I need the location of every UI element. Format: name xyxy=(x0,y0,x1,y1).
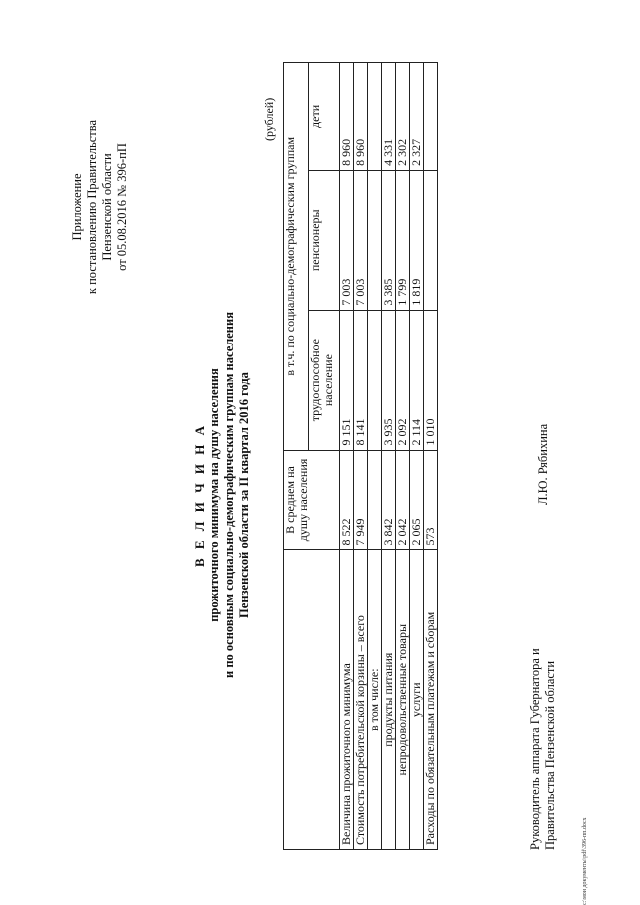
cell-working: 2 114 xyxy=(410,310,424,450)
cell-working: 1 010 xyxy=(424,310,438,450)
table-row xyxy=(396,63,410,850)
title-main: В Е Л И Ч И Н А xyxy=(192,422,207,568)
cell-avg: 3 842 xyxy=(382,450,396,550)
cell-children: 8 960 xyxy=(354,63,368,171)
table-row xyxy=(382,63,396,850)
cell-pensioners: 1 819 xyxy=(410,170,424,310)
title-line: прожиточного минимума на душу населения xyxy=(207,368,221,622)
cell-pensioners: 7 003 xyxy=(354,170,368,310)
table-header-row xyxy=(284,63,309,850)
cell-pensioners xyxy=(424,170,438,310)
cell-children: 2 302 xyxy=(396,63,410,171)
table-row xyxy=(340,63,354,850)
cell-avg: 2 042 xyxy=(396,450,410,550)
row-label: Величина прожиточного минимума xyxy=(340,550,354,850)
cell-children: 4 331 xyxy=(382,63,396,171)
row-label: услуги xyxy=(410,550,424,850)
cell-children xyxy=(368,63,382,171)
table-row xyxy=(368,63,382,850)
header-empty xyxy=(284,550,340,850)
cell-pensioners: 1 799 xyxy=(396,170,410,310)
signer-position-line: Правительства Пензенской области xyxy=(543,660,557,850)
cell-children: 2 327 xyxy=(410,63,424,171)
document-title xyxy=(192,285,252,705)
cell-children xyxy=(424,63,438,171)
table-row xyxy=(424,63,438,850)
header-avg: В среднем на душу населения xyxy=(284,450,340,550)
file-path: c:\мои документы\pdf\396-пп.docx xyxy=(582,817,588,905)
cell-avg: 573 xyxy=(424,450,438,550)
title-line: Пензенской области за II квартал 2016 года xyxy=(237,372,251,618)
title-line: и по основным социально-демографическим группам населения xyxy=(222,312,236,678)
row-label: продукты питания xyxy=(382,550,396,850)
row-label: Расходы по обязательным платежам и сборам xyxy=(424,550,438,850)
header-group: в т.ч. по социально-демографическим группам xyxy=(284,63,309,451)
cell-pensioners: 3 385 xyxy=(382,170,396,310)
appendix-line: от 05.08.2016 № 396-пП xyxy=(115,143,129,271)
cell-working: 2 092 xyxy=(396,310,410,450)
cell-avg: 2 065 xyxy=(410,450,424,550)
signer-position-line: Руководитель аппарата Губернатора и xyxy=(528,648,542,850)
cell-children: 8 960 xyxy=(340,63,354,171)
units-label: (рублей) xyxy=(262,97,276,141)
appendix-line: Приложение xyxy=(70,173,84,241)
header-pensioners: пенсионеры xyxy=(309,170,340,310)
row-label: в том числе: xyxy=(368,550,382,850)
cell-avg xyxy=(368,450,382,550)
cell-working xyxy=(368,310,382,450)
subsistence-table xyxy=(283,62,438,850)
cell-working: 3 935 xyxy=(382,310,396,450)
appendix-line: к постановлению Правительства xyxy=(85,119,99,295)
cell-avg: 8 522 xyxy=(340,450,354,550)
header-working: трудоспособное население xyxy=(309,310,340,450)
table-row xyxy=(354,63,368,850)
cell-pensioners xyxy=(368,170,382,310)
row-label: Стоимость потребительской корзины – всего xyxy=(354,550,368,850)
cell-working: 9 151 xyxy=(340,310,354,450)
cell-working: 8 141 xyxy=(354,310,368,450)
signer-position xyxy=(528,648,558,850)
cell-avg: 7 949 xyxy=(354,450,368,550)
appendix-block xyxy=(70,87,130,327)
cell-pensioners: 7 003 xyxy=(340,170,354,310)
signer-name: Л.Ю. Рябихина xyxy=(536,423,550,505)
header-children: дети xyxy=(309,63,340,171)
table-row xyxy=(410,63,424,850)
appendix-line: Пензенской области xyxy=(100,153,114,261)
row-label: непродовольственные товары xyxy=(396,550,410,850)
